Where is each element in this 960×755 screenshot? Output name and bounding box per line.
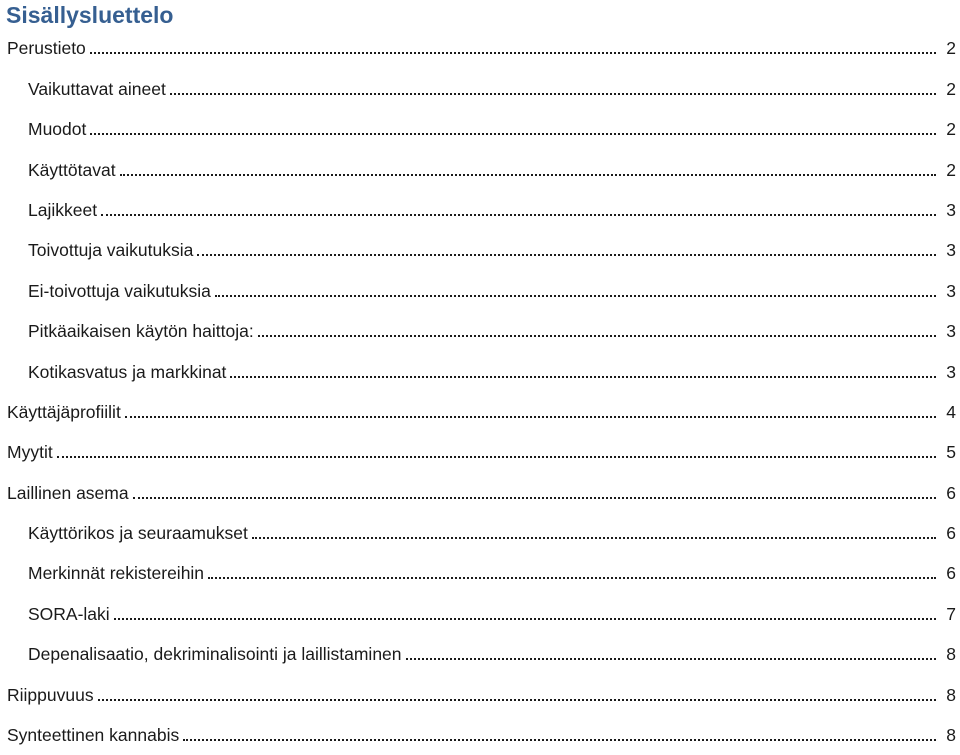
toc-entry[interactable]	[0, 634, 960, 674]
dot-leader	[215, 295, 936, 297]
toc-entry-title[interactable]: Merkinnät rekistereihin	[28, 563, 205, 584]
toc-entry[interactable]	[0, 593, 960, 633]
toc-entry[interactable]	[0, 270, 960, 310]
toc-entry-title[interactable]: Depenalisaatio, dekriminalisointi ja laillistaminen	[28, 644, 402, 665]
toc-entry-title[interactable]: Laillinen asema	[7, 482, 129, 503]
toc-entry-title[interactable]: Lajikkeet	[28, 199, 98, 220]
toc-entry-page-number[interactable]: 2	[946, 119, 956, 140]
dot-leader	[230, 376, 936, 378]
dot-leader	[208, 577, 936, 579]
toc-entry[interactable]	[0, 513, 960, 553]
toc-entry-title[interactable]: Käyttötavat	[28, 159, 116, 180]
toc-entry-page-number[interactable]: 7	[946, 603, 956, 624]
toc-title: Sisällysluettelo	[6, 2, 174, 28]
toc-entry-title[interactable]: Toivottuja vaikutuksia	[28, 240, 194, 261]
toc-entry[interactable]	[0, 230, 960, 270]
dot-leader	[114, 618, 936, 620]
dot-leader	[170, 93, 936, 95]
dot-leader	[252, 537, 936, 539]
toc-entry-title[interactable]: Käyttörikos ja seuraamukset	[28, 523, 248, 544]
toc-entry[interactable]	[0, 472, 960, 512]
toc-entry[interactable]	[0, 674, 960, 714]
dot-leader	[125, 416, 936, 418]
dot-leader	[90, 133, 936, 135]
toc-entry-page-number[interactable]: 2	[946, 159, 956, 180]
toc-entry-page-number[interactable]: 3	[946, 280, 956, 301]
toc-entry-page-number[interactable]: 3	[946, 361, 956, 382]
toc-entry[interactable]	[0, 715, 960, 755]
toc-entry-title[interactable]: SORA-laki	[28, 603, 110, 624]
dot-leader	[406, 658, 936, 660]
toc-entry[interactable]	[0, 68, 960, 108]
toc-entry-title[interactable]: Ei-toivottuja vaikutuksia	[28, 280, 211, 301]
dot-leader	[90, 52, 936, 54]
toc-entry[interactable]	[0, 432, 960, 472]
toc-entry-title[interactable]: Perustieto	[7, 38, 86, 59]
dot-leader	[98, 699, 936, 701]
toc-entry-title[interactable]: Myytit	[7, 442, 53, 463]
dot-leader	[57, 456, 936, 458]
toc-entry-page-number[interactable]: 6	[946, 523, 956, 544]
toc-entry-title[interactable]: Synteettinen kannabis	[7, 725, 180, 746]
toc-entry-page-number[interactable]: 3	[946, 240, 956, 261]
toc-entry-page-number[interactable]: 6	[946, 563, 956, 584]
toc-entry-page-number[interactable]: 8	[946, 725, 956, 746]
toc-entry-page-number[interactable]: 4	[946, 401, 956, 422]
toc-list	[0, 28, 960, 755]
toc-entry-page-number[interactable]: 6	[946, 482, 956, 503]
toc-entry[interactable]	[0, 311, 960, 351]
toc-entry-page-number[interactable]: 8	[946, 644, 956, 665]
dot-leader	[183, 739, 936, 741]
dot-leader	[258, 335, 936, 337]
dot-leader	[120, 174, 936, 176]
toc-entry-page-number[interactable]: 2	[946, 78, 956, 99]
dot-leader	[101, 214, 936, 216]
dot-leader	[133, 497, 936, 499]
toc-entry-page-number[interactable]: 2	[946, 38, 956, 59]
toc-entry[interactable]	[0, 392, 960, 432]
toc-entry-title[interactable]: Käyttäjäprofiilit	[7, 401, 121, 422]
toc-entry-page-number[interactable]: 8	[946, 684, 956, 705]
toc-entry[interactable]	[0, 351, 960, 391]
toc-entry[interactable]	[0, 190, 960, 230]
toc-entry-title[interactable]: Pitkäaikaisen käytön haittoja:	[28, 321, 254, 342]
toc-entry-title[interactable]: Vaikuttavat aineet	[28, 78, 166, 99]
toc-entry-title[interactable]: Muodot	[28, 119, 87, 140]
toc-entry-title[interactable]: Riippuvuus	[7, 684, 94, 705]
toc-entry[interactable]	[0, 553, 960, 593]
toc-entry[interactable]	[0, 109, 960, 149]
toc-entry[interactable]	[0, 28, 960, 68]
toc-entry-page-number[interactable]: 3	[946, 199, 956, 220]
dot-leader	[197, 254, 936, 256]
toc-entry-title[interactable]: Kotikasvatus ja markkinat	[28, 361, 227, 382]
toc-entry-page-number[interactable]: 3	[946, 321, 956, 342]
toc-entry-page-number[interactable]: 5	[946, 442, 956, 463]
toc-entry[interactable]	[0, 149, 960, 189]
